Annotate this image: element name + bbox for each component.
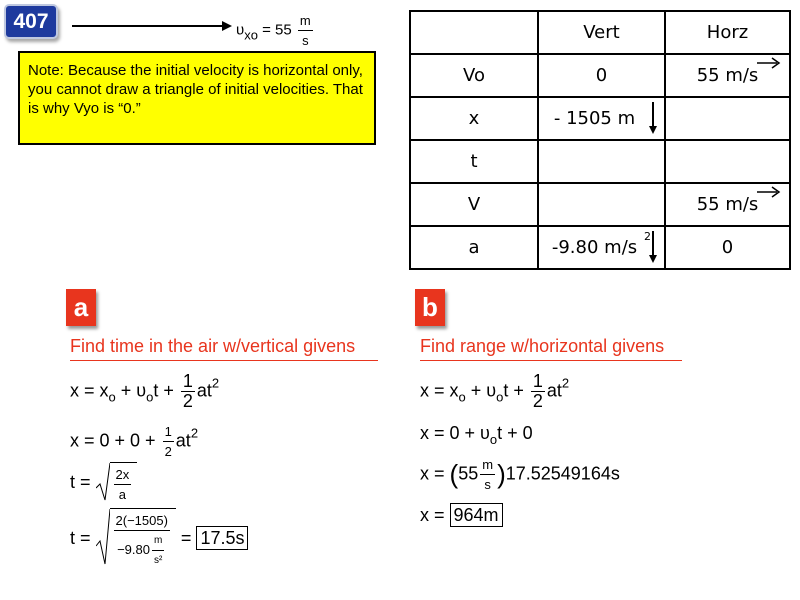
vert-value: - 1505 m: [553, 108, 636, 129]
equation-b1: $x = x_o + \upsilon_ot$ + $\frac{1}{2}$ $at^2$: [420, 371, 570, 411]
section-b-heading: Find range w/horizontal givens: [420, 336, 682, 361]
table-row: [410, 140, 790, 183]
equation-a3: t = $\frac{2x}{a}$: [70, 462, 137, 504]
givens-table: [409, 10, 791, 270]
right-arrow-icon: [757, 186, 783, 198]
velocity-arrow-icon: [72, 20, 232, 32]
table-row: [410, 183, 790, 226]
equation-a4: t = 2(−1505) −9.80 $\frac{m}{\text{s²}}$ = 17.5s: [70, 508, 248, 570]
time-value: 17.52549164s: [505, 463, 620, 484]
answer-range: 964m: [450, 503, 503, 527]
horz-value: [665, 97, 790, 140]
horz-value: 55 m/s: [696, 65, 759, 86]
squared-exponent: 2: [644, 230, 651, 243]
horz-value: 0: [665, 226, 790, 269]
initial-velocity-label: υxo = 55 $\frac{m}{s}$: [236, 13, 311, 48]
equation-a1: $x = x_o + \upsilon_ot$ + $\frac{1}{2}$ $at^2$: [70, 371, 220, 411]
row-label: Vo: [410, 54, 538, 97]
vert-value-cell: [538, 97, 665, 140]
table-row: [410, 97, 790, 140]
horz-value: [665, 140, 790, 183]
table-row: [410, 54, 790, 97]
table-row: [410, 226, 790, 269]
slide-number-badge: 407: [4, 4, 58, 39]
header-cell-empty: [410, 11, 538, 54]
horz-value-cell: [665, 54, 790, 97]
equation-b2: $x = 0 + \upsilon_ot + 0$: [420, 423, 533, 447]
row-label: t: [410, 140, 538, 183]
horz-value-cell: [665, 183, 790, 226]
row-label: V: [410, 183, 538, 226]
header-cell-vert: Vert: [538, 11, 665, 54]
section-b-tag: b: [415, 289, 445, 326]
vert-value: -9.80 m/s: [551, 237, 638, 258]
equation-b3: x = (55 $\frac{m}{s}$ )17.52549164s: [420, 457, 620, 492]
equation-b4: x = 964m: [420, 505, 503, 526]
answer-time: 17.5s: [196, 526, 248, 550]
horz-value: 55 m/s: [696, 194, 759, 215]
down-arrow-icon: [648, 102, 658, 134]
row-label: x: [410, 97, 538, 140]
down-arrow-icon: [648, 231, 658, 263]
vert-value: [538, 183, 665, 226]
header-cell-horz: Horz: [665, 11, 790, 54]
vert-value: [538, 140, 665, 183]
section-a-heading: Find time in the air w/vertical givens: [70, 336, 378, 361]
right-arrow-icon: [757, 57, 783, 69]
note-box: Note: Because the initial velocity is horizontal only, you cannot draw a triangle of initial velocities. That is why Vyo is “0.”: [18, 51, 376, 145]
vert-value-cell: [538, 226, 665, 269]
row-label: a: [410, 226, 538, 269]
table-header-row: [410, 11, 790, 54]
section-a-tag: a: [66, 289, 96, 326]
vert-value: 0: [538, 54, 665, 97]
equation-a2: x = 0 + 0 + $\frac{1}{2}$ $at^2$: [70, 424, 199, 459]
